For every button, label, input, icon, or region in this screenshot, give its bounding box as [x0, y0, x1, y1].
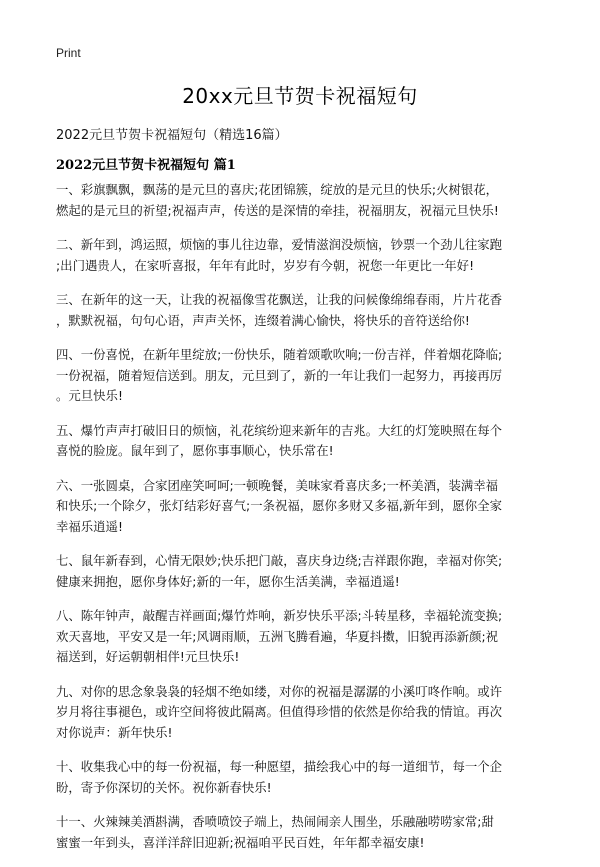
paragraph-line: 幸福乐逍遥! — [56, 518, 123, 534]
paragraph-line: 一份祝福，随着短信送到。朋友，元旦到了，新的一年让我们一起努力，再接再厉 — [56, 367, 503, 383]
paragraph-line: 健康来拥抱，愿你身体好;新的一年，愿你生活美满，幸福逍遥! — [56, 573, 400, 589]
paragraph-line: 一、彩旗飘飘，飘荡的是元旦的喜庆;花团锦簇，绽放的是元旦的快乐;火树银花， — [56, 182, 499, 197]
paragraph-line: 九、对你的思念象袅袅的轻烟不绝如缕，对你的祝福是潺潺的小溪叮咚作响。或许 — [56, 683, 503, 699]
page-title: 20xx元旦节贺卡祝福短句 — [182, 84, 418, 108]
paragraph-line: 盼，寄予你深切的关怀。祝你新春快乐! — [56, 779, 272, 795]
paragraph-line: 三、在新年的这一天，让我的祝福像雪花飘送，让我的问候像绵绵春雨，片片花香 — [56, 292, 503, 307]
paragraph-line: 二、新年到，鸿运照，烦恼的事儿往边靠，爱情滋润没烦恼，钞票一个劲儿往家跑 — [56, 237, 503, 252]
paragraph-line: 六、一张圆桌，合家团座笑呵呵;一顿晚餐，美味家肴喜庆多;一杯美酒，装满幸福 — [56, 477, 499, 493]
paragraph-line: ;出门遇贵人，在家听喜报，年年有此时，岁岁有今朝，祝您一年更比一年好! — [56, 257, 475, 273]
paragraph-line: 和快乐;一个除夕，张灯结彩好喜气;一条祝福，愿你多财又多福,新年到，愿你全家 — [56, 498, 502, 513]
section-heading: 2022元旦节贺卡祝福短句 篇1 — [56, 158, 236, 173]
print-link[interactable]: Print — [56, 46, 81, 60]
paragraph — [56, 682, 546, 744]
paragraph-line: 八、陈年钟声，敲醒吉祥画面;爆竹炸响，新岁快乐平添;斗转星移，幸福轮流变换; — [56, 608, 503, 623]
paragraph — [56, 345, 546, 407]
paragraph-line: 欢天喜地，平安又是一年;风调雨顺，五洲飞腾看遍，华夏抖擞，旧貌再添新颜;祝 — [56, 628, 499, 644]
paragraph — [56, 757, 546, 798]
paragraph — [56, 421, 546, 462]
paragraph — [56, 476, 546, 538]
paragraph-line: 十、收集我心中的每一份祝福，每一种愿望，描绘我心中的每一道细节，每一个企 — [56, 759, 503, 774]
paragraph-line: 四、一份喜悦，在新年里绽放;一份快乐，随着颂歌吹响;一份吉祥，伴着烟花降临; — [56, 347, 503, 362]
page-subtitle: 2022元旦节贺卡祝福短句（精选16篇） — [56, 128, 288, 143]
paragraph — [56, 551, 546, 592]
paragraph-line: 岁月将往事褪色，或许空间将彼此隔离。但值得珍惜的依然是你给我的情谊。再次 — [56, 704, 503, 719]
paragraph-line: 燃起的是元旦的祈望;祝福声声，传送的是深情的牵挂，祝福朋友，祝福元旦快乐! — [56, 202, 499, 218]
paragraph — [56, 812, 546, 853]
paragraph-line: 喜悦的脸庞。鼠年到了，愿你事事顺心，快乐常在! — [56, 443, 334, 458]
paragraph — [56, 606, 546, 668]
paragraph-line: 十一、火辣辣美酒斟满，香喷喷饺子端上，热闹闹亲人围坐，乐融融唠唠家常;甜 — [56, 814, 494, 829]
paragraph-list — [56, 180, 546, 867]
paragraph — [56, 290, 546, 331]
paragraph — [56, 235, 546, 276]
paragraph — [56, 180, 546, 221]
paragraph-line: 对你说声：新年快乐! — [56, 724, 173, 740]
paragraph-line: 七、鼠年新春到，心情无限妙;快乐把门敲，喜庆身边绕;吉祥跟你跑，幸福对你笑; — [56, 553, 503, 568]
paragraph-line: 五、爆竹声声打破旧日的烦恼，礼花缤纷迎来新年的吉兆。大红的灯笼映照在每个 — [56, 422, 503, 438]
paragraph-line: 。元旦快乐! — [56, 388, 123, 403]
paragraph-line: 福送到，好运朝朝相伴!元旦快乐! — [56, 649, 240, 664]
paragraph-line: ，默默祝福，句句心语，声声关怀，连缀着满心愉快，将快乐的音符送给你! — [56, 312, 470, 328]
paragraph-line: 蜜蜜一年到头，喜洋洋辞旧迎新;祝福咱平民百姓，年年都幸福安康! — [56, 834, 425, 850]
